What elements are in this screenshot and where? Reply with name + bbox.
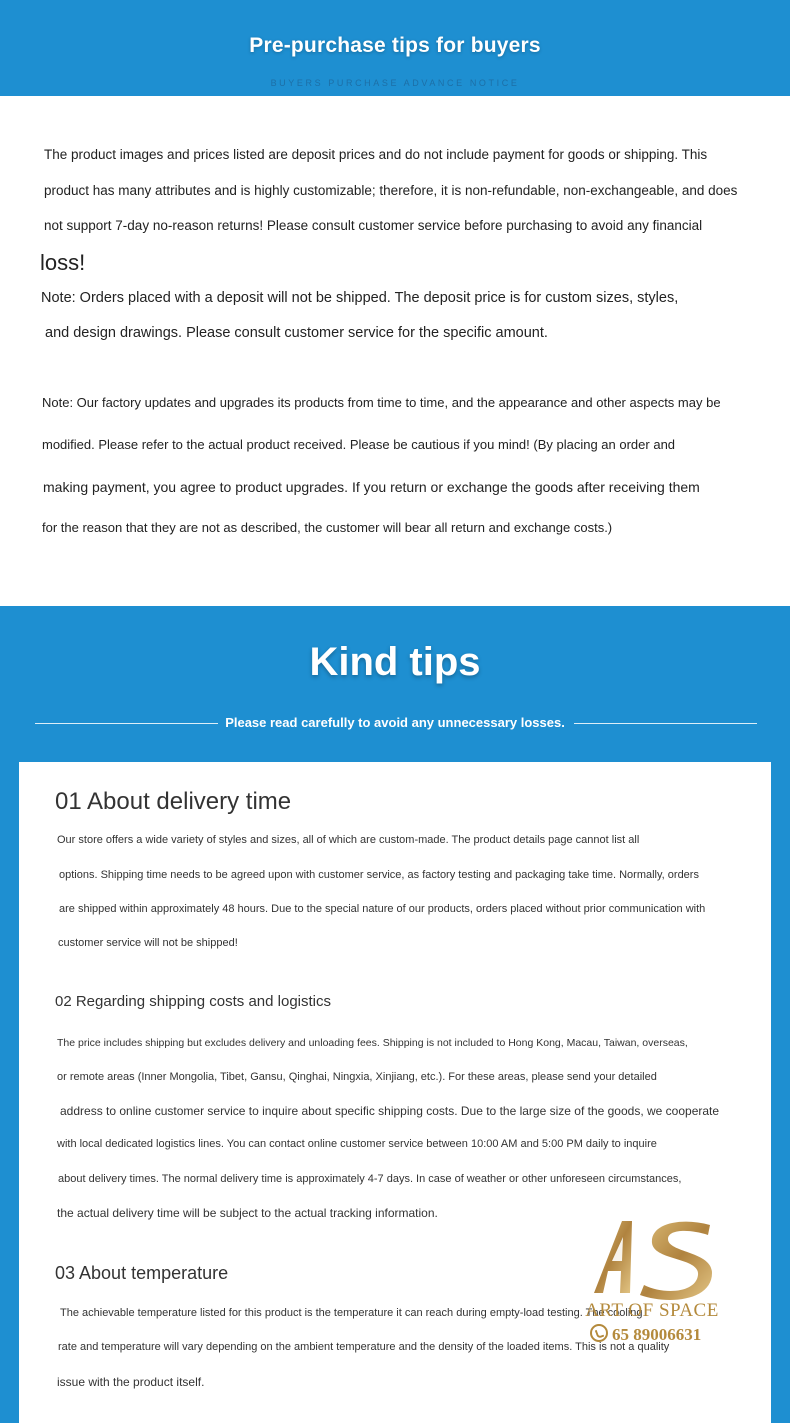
notice-p1-line: product has many attributes and is highly customizable; therefore, it is non-refundable, non-exchangeable, and does [44,183,738,198]
section-text-line: issue with the product itself. [57,1375,205,1389]
section-text-line: rate and temperature will vary depending on the ambient temperature and the density of the loaded items. This is not a quality [58,1341,670,1353]
notice-p2-line: and design drawings. Please consult customer service for the specific amount. [45,325,548,341]
notice-p3-line: Note: Our factory updates and upgrades its products from time to time, and the appearance and other aspects may be [42,395,721,410]
whatsapp-icon [590,1324,608,1342]
notice-p3-line: modified. Please refer to the actual product received. Please be cautious if you mind! (By placing an order and [42,437,676,452]
kind-tips-subtitle: Please read carefully to avoid any unnecessary losses. [225,715,565,730]
section-text-line: are shipped within approximately 48 hours. Due to the special nature of our products, orders placed without prior communication with [59,903,706,915]
section-heading-temperature: 03 About temperature [55,1263,229,1283]
banner-subtitle: BUYERS PURCHASE ADVANCE NOTICE [270,78,520,88]
notice-p1-line: The product images and prices listed are deposit prices and do not include payment for goods or shipping. This [44,147,708,162]
section-text-line: The achievable temperature listed for this product is the temperature it can reach during empty-load testing. The cooling [60,1307,643,1319]
section-text-line: The price includes shipping but excludes delivery and unloading fees. Shipping is not included to Hong Kong, Macau, Taiwan, overseas, [57,1037,688,1049]
notice-p1-line: not support 7-day no-reason returns! Please consult customer service before purchasing to avoid any financial [44,218,703,233]
section-text-line: with local dedicated logistics lines. You can contact online customer service between 10:00 AM and 5:00 PM daily to inquire [57,1138,657,1150]
section-heading-delivery-time: 01 About delivery time [55,788,292,815]
watermark-phone-number: 65 89006631 [612,1325,702,1344]
notice-p3-line: making payment, you agree to product upgrades. If you return or exchange the goods after receiving them [43,479,700,495]
section-text-line: options. Shipping time needs to be agreed upon with customer service, as factory testing and packaging take time. Normally, orders [59,869,699,881]
section-text-line: customer service will not be shipped! [58,937,238,949]
notice-p3-line: for the reason that they are not as described, the customer will bear all return and exchange costs.) [42,520,613,535]
section-heading-shipping: 02 Regarding shipping costs and logistics [55,993,331,1010]
watermark-brand: ART OF SPACE [585,1300,719,1321]
kind-tips-title: Kind tips [309,640,481,684]
section-text-line: Our store offers a wide variety of styles and sizes, all of which are custom-made. The product details page cannot list all [57,834,640,846]
section-text-line: about delivery times. The normal delivery time is approximately 4-7 days. In case of weather or other unforeseen circumstances, [58,1173,682,1185]
section-text-line: or remote areas (Inner Mongolia, Tibet, Gansu, Qinghai, Ningxia, Xinjiang, etc.). For these areas, please send your detailed [57,1071,657,1083]
notice-p2-line: Note: Orders placed with a deposit will not be shipped. The deposit price is for custom sizes, styles, [41,290,679,306]
watermark-phone [590,1324,730,1345]
banner-title: Pre-purchase tips for buyers [249,34,541,57]
section-text-line: the actual delivery time will be subject to the actual tracking information. [57,1206,438,1220]
notice-p1-line: loss! [40,250,86,275]
section-text-line: address to online customer service to inquire about specific shipping costs. Due to the large size of the goods, we cooperate [60,1104,720,1118]
